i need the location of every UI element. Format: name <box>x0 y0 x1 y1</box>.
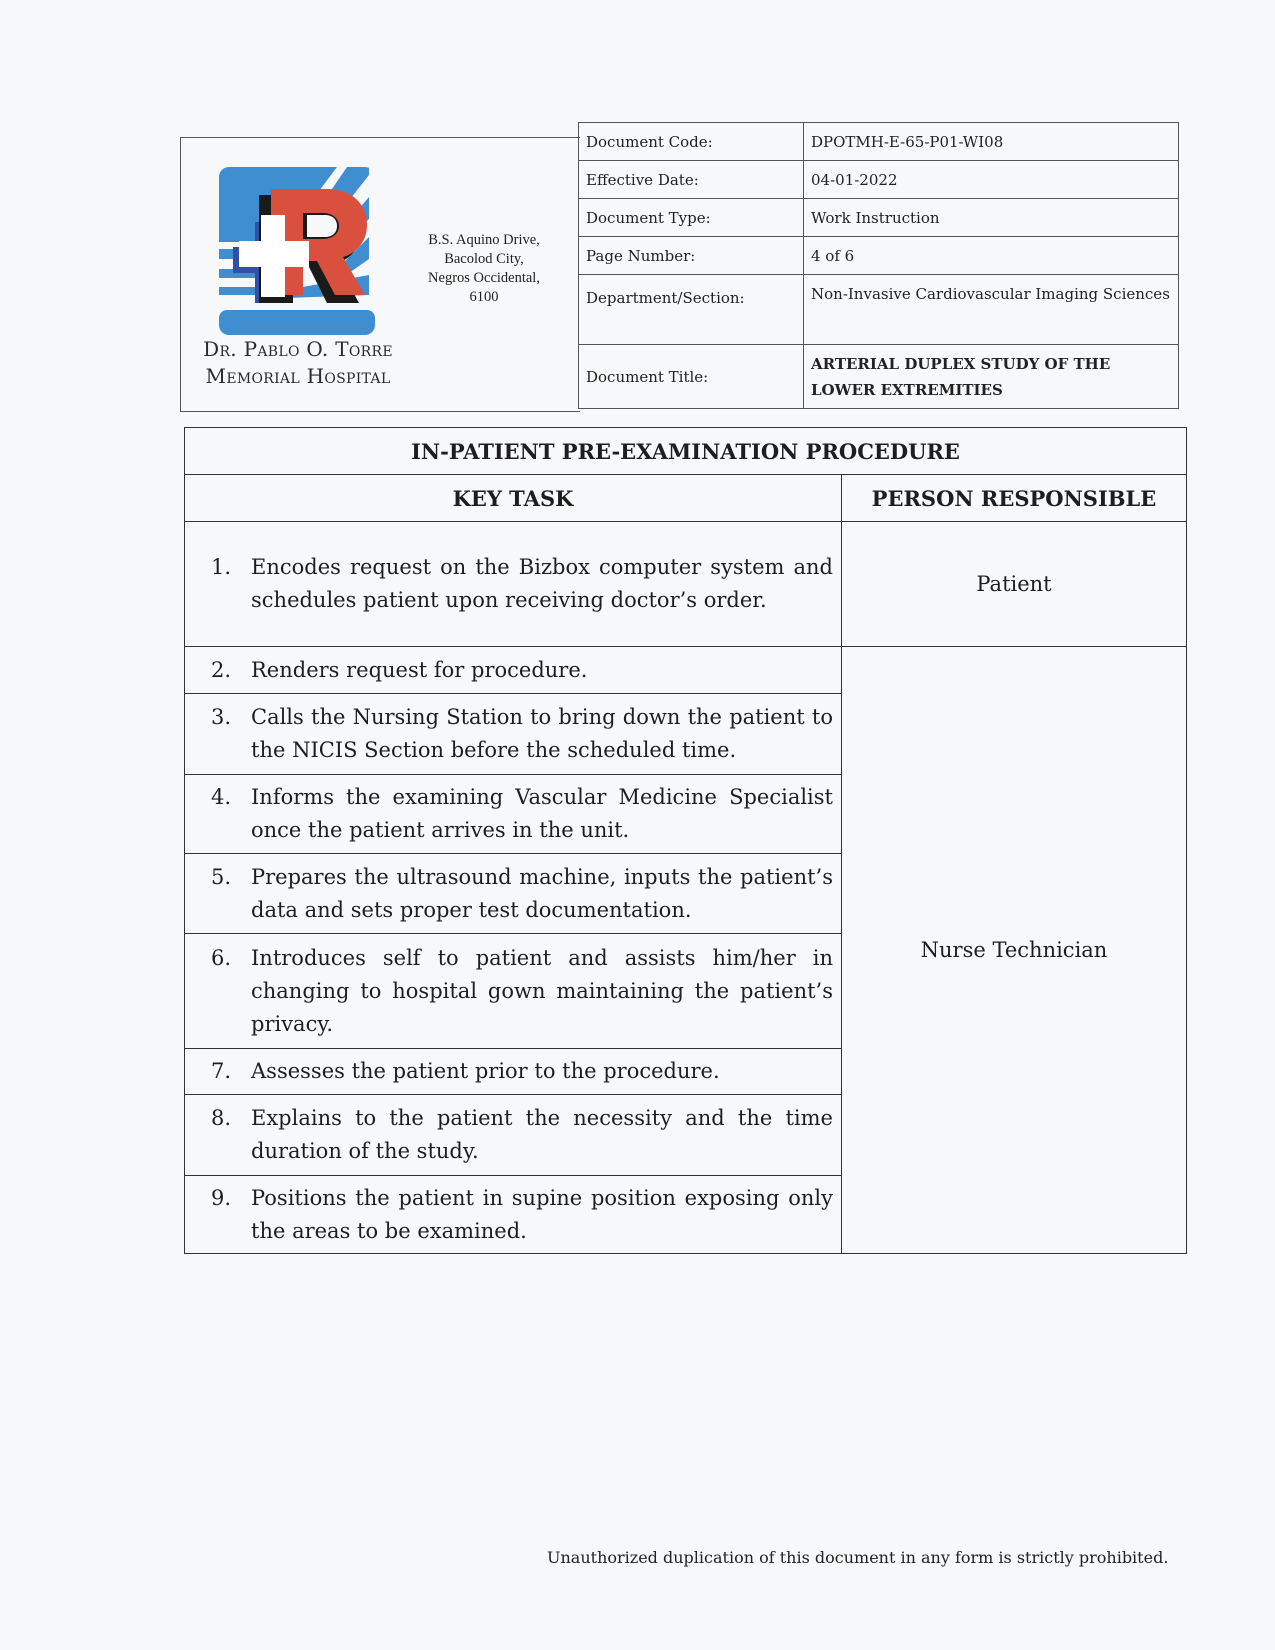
meta-value: 04-01-2022 <box>804 161 1179 199</box>
task-cell <box>185 522 842 647</box>
address-line: B.S. Aquino Drive, <box>428 232 540 248</box>
procedure-title-row <box>185 428 1187 475</box>
task-number: 4. <box>211 785 232 809</box>
task-number: 6. <box>211 945 232 970</box>
hospital-name <box>185 336 411 390</box>
task-row <box>185 522 1187 647</box>
meta-value: Non-Invasive Cardiovascular Imaging Sciences <box>804 275 1179 345</box>
task-number: 3. <box>211 705 232 729</box>
task-cell <box>185 1095 842 1176</box>
column-header-key-task: KEY TASK <box>185 475 842 522</box>
address-line: 6100 <box>469 289 499 305</box>
task-number: 9. <box>211 1185 232 1210</box>
meta-value: 4 of 6 <box>804 237 1179 275</box>
person-responsible-patient: Patient <box>842 522 1187 647</box>
footer-notice: Unauthorized duplication of this document in any form is strictly prohibited. <box>547 1548 1169 1567</box>
task-cell <box>185 647 842 694</box>
task-text: Explains to the patient the necessity and the time duration of the study. <box>251 1106 833 1163</box>
task-cell <box>185 694 842 775</box>
task-text: Introduces self to patient and assists him/her in changing to hospital gown maintaining the patient’s privacy. <box>251 945 833 1036</box>
hospital-address <box>409 231 559 307</box>
task-text: Assesses the patient prior to the procedure. <box>251 1059 720 1083</box>
meta-label: Effective Date: <box>579 161 804 199</box>
task-text: Informs the examining Vascular Medicine Specialist once the patient arrives in the unit. <box>251 785 833 842</box>
column-header-person-responsible: PERSON RESPONSIBLE <box>842 475 1187 522</box>
meta-row-department <box>579 275 1179 345</box>
document-header <box>180 137 580 412</box>
task-cell <box>185 1176 842 1254</box>
hospital-logo-icon <box>219 167 375 335</box>
task-text: Positions the patient in supine position exposing only the areas to be examined. <box>251 1185 833 1243</box>
task-text: Calls the Nursing Station to bring down the patient to the NICIS Section before the scheduled time. <box>251 705 833 762</box>
meta-label: Department/Section: <box>579 275 804 345</box>
meta-label: Document Title: <box>579 345 804 409</box>
task-text: Encodes request on the Bizbox computer system and schedules patient upon receiving doctor’s order. <box>251 555 833 612</box>
task-text: Prepares the ultrasound machine, inputs the patient’s data and sets proper test documentation. <box>251 864 833 922</box>
hospital-name-line2: Memorial Hospital <box>205 364 391 388</box>
task-cell <box>185 775 842 854</box>
task-number: 7. <box>211 1059 232 1083</box>
meta-row-page-number <box>579 237 1179 275</box>
meta-row-effective-date <box>579 161 1179 199</box>
address-line: Bacolod City, <box>444 251 524 267</box>
person-responsible-nurse-technician: Nurse Technician <box>842 647 1187 1254</box>
task-cell <box>185 854 842 934</box>
task-number: 8. <box>211 1106 232 1130</box>
document-meta-table <box>578 122 1179 409</box>
meta-row-document-type <box>579 199 1179 237</box>
task-cell <box>185 934 842 1049</box>
procedure-table <box>184 427 1187 1254</box>
task-cell <box>185 1049 842 1095</box>
document-title: ARTERIAL DUPLEX STUDY OF THE LOWER EXTREMITIES <box>804 345 1179 409</box>
meta-label: Document Code: <box>579 123 804 161</box>
task-text: Renders request for procedure. <box>251 657 588 682</box>
column-header-row <box>185 475 1187 522</box>
meta-label: Document Type: <box>579 199 804 237</box>
meta-value: DPOTMH-E-65-P01-WI08 <box>804 123 1179 161</box>
task-row <box>185 647 1187 694</box>
task-number: 2. <box>211 657 232 682</box>
task-number: 1. <box>211 555 232 579</box>
task-number: 5. <box>211 864 232 889</box>
meta-row-document-code <box>579 123 1179 161</box>
meta-label: Page Number: <box>579 237 804 275</box>
procedure-title: IN-PATIENT PRE-EXAMINATION PROCEDURE <box>185 428 1187 475</box>
hospital-name-line1: Dr. Pablo O. Torre <box>203 337 393 361</box>
meta-row-document-title <box>579 345 1179 409</box>
meta-value: Work Instruction <box>804 199 1179 237</box>
address-line: Negros Occidental, <box>428 270 540 286</box>
